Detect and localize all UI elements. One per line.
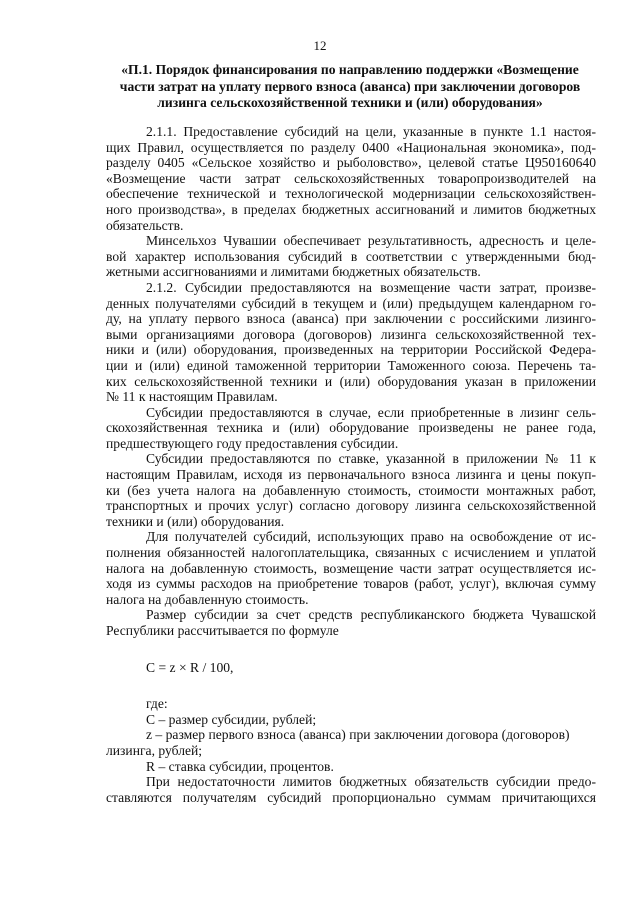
- paragraph: [106, 233, 596, 280]
- paragraph-line: ного производства», в пределах бюджетных ассигнований и лимитов бюджетных: [106, 201, 596, 217]
- definition-item: [106, 712, 596, 728]
- paragraph: [106, 124, 596, 233]
- paragraph-line: выми организациями договора (договоров) лизинга сельскохозяйственной тех-: [106, 326, 596, 342]
- paragraph: [106, 607, 596, 638]
- paragraph-line: настоящим Правилам, исходя из первоначального взноса лизинга и цены покуп-: [106, 467, 596, 483]
- paragraph-line: щих Правил, осуществляется по разделу 0400 «Национальная экономика», под-: [106, 139, 596, 155]
- definition-line: z – размер первого взноса (аванса) при заключении договора (договоров): [146, 727, 570, 743]
- final-paragraph: [106, 774, 596, 805]
- paragraph-line: Республики рассчитывается по формуле: [106, 623, 339, 638]
- paragraph-line: Субсидии предоставляются по ставке, указанной в приложении № 11 к: [146, 451, 596, 467]
- paragraph-line: 2.1.1. Предоставление субсидий на цели, указанные в пункте 1.1 настоя-: [146, 124, 596, 139]
- paragraph-line: обеспечение технической и технологической модернизации сельскохозяйствен-: [106, 186, 596, 202]
- paragraph-line: № 11 к настоящим Правилам.: [106, 389, 278, 405]
- paragraph-line: разделу 0405 «Сельское хозяйство и рыболовство», целевой статье Ц950160640: [106, 155, 596, 171]
- paragraph-line: налога на добавленную стоимость.: [106, 591, 309, 607]
- paragraphs: [106, 124, 596, 639]
- paragraph-line: полнения обязанностей налогоплательщика, связанных с исчислением и уплатой: [106, 545, 596, 561]
- paragraph-line: налога на добавленную стоимость, возмещение части затрат осуществляется ис-: [106, 560, 596, 576]
- paragraph-line: предшествующего году предоставления субсидии.: [106, 435, 399, 451]
- page-number: 12: [313, 38, 327, 53]
- paragraph-line: скохозяйственная техника и (или) оборудование произведены не ранее года,: [106, 420, 596, 436]
- paragraph-line: Размер субсидии за счет средств республиканского бюджета Чувашской: [146, 607, 596, 623]
- paragraph-line: техники и (или) оборудования.: [106, 513, 285, 529]
- paragraph: [106, 280, 596, 405]
- paragraph-line: ду, на уплату первого взноса (аванса) при заключении с российскими лизинго-: [106, 311, 596, 327]
- paragraph-line: обязательств.: [106, 217, 184, 233]
- paragraph-line: ки (без учета налога на добавленную стоимость, стоимости монтажных работ,: [106, 482, 596, 498]
- paragraph-line: ники и (или) оборудования, произведенных на территории Российской Федера-: [106, 342, 596, 358]
- section-heading: [105, 62, 595, 112]
- paragraph: [106, 774, 596, 805]
- body-text: [106, 124, 596, 805]
- heading-line: части затрат на уплату первого взноса (аванса) при заключении договоров: [119, 78, 581, 94]
- paragraph-line: вой характер использования субсидий в соответствии с утвержденными бюд-: [106, 248, 596, 264]
- paragraph-line: Субсидии предоставляются в случае, если приобретенные в лизинг сель-: [146, 404, 596, 420]
- definition-line: R – ставка субсидии, процентов.: [146, 758, 334, 774]
- paragraph-line: 2.1.2. Субсидии предоставляются на возмещение части затрат, произве-: [146, 279, 596, 295]
- paragraph-line: Для получателей субсидий, использующих право на освобождение от ис-: [146, 529, 596, 545]
- paragraph: [106, 451, 596, 529]
- paragraph-line: жетными ассигнованиями и лимитами бюджетных обязательств.: [106, 264, 481, 280]
- where-label: где:: [146, 696, 168, 712]
- paragraph-line: При недостаточности лимитов бюджетных обязательств субсидии предо-: [146, 774, 596, 790]
- heading-line: «П.1. Порядок финансирования по направлению поддержки «Возмещение: [121, 62, 579, 77]
- definition-line: лизинга, рублей;: [106, 742, 203, 758]
- definition-line: C – размер субсидии, рублей;: [146, 711, 317, 727]
- heading-line: лизинга сельскохозяйственной техники и (или) оборудования»: [157, 95, 543, 110]
- paragraph-line: ходя из суммы расходов на приобретение товаров (работ, услуг), включая сумму: [106, 576, 596, 592]
- paragraph-line: Минсельхоз Чувашии обеспечивает результативность, адресность и целе-: [146, 233, 596, 249]
- paragraph: [106, 529, 596, 607]
- paragraph-line: ции и (или) единой таможенной территории Таможенного союза. Перечень та-: [106, 357, 596, 373]
- paragraph: [106, 405, 596, 452]
- definitions-list: [106, 712, 596, 774]
- paragraph-line: ставляются получателям субсидий пропорционально суммам причитающихся: [106, 789, 596, 805]
- paragraph-line: ких сельскохозяйственной техники и (или) оборудования указан в приложении: [106, 373, 596, 389]
- definition-item: [106, 727, 596, 758]
- paragraph-line: транспортных и прочих услуг) согласно договору лизинга сельскохозяйственной: [106, 498, 596, 514]
- paragraph-line: «Возмещение части затрат сельскохозяйственных товаропроизводителей на: [106, 170, 596, 186]
- definition-item: [106, 759, 596, 775]
- paragraph-line: денных получателями субсидий в текущем и (или) предыдущем календарном го-: [106, 295, 596, 311]
- formula: C = z × R / 100,: [146, 659, 234, 675]
